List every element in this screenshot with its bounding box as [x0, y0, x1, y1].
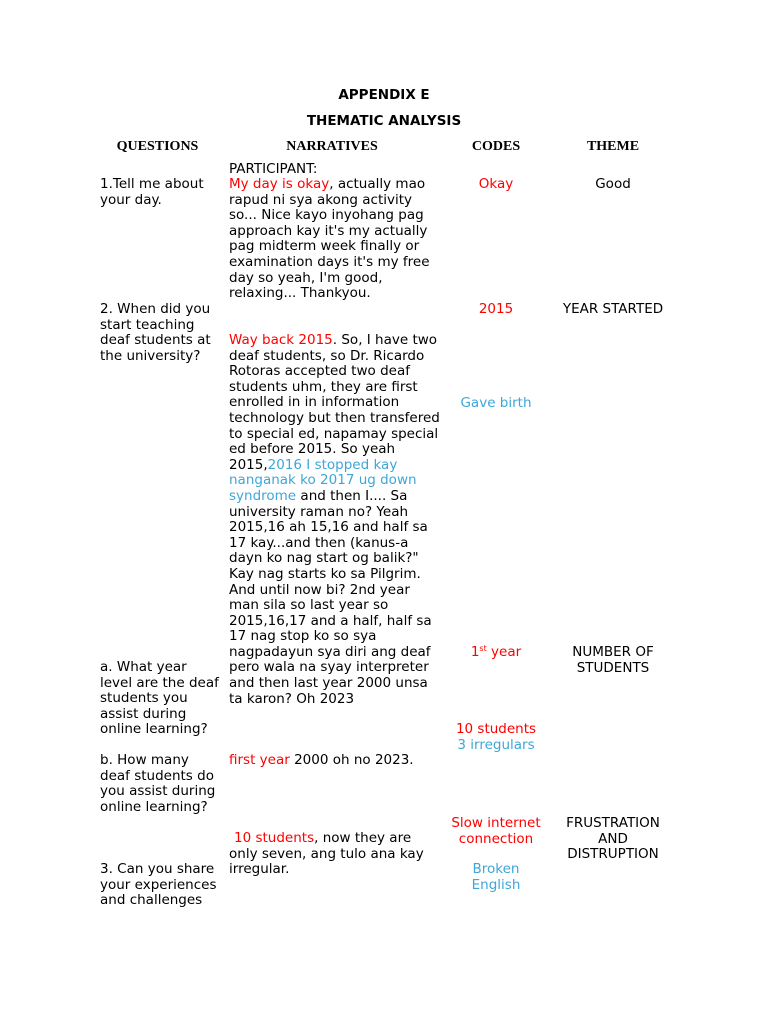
narrative-4-highlight: 10 students — [234, 830, 315, 846]
question-2: 2. When did you start teaching deaf students at the university? — [100, 301, 211, 364]
header-narratives: NARRATIVES — [286, 139, 378, 154]
theme-good: Good — [595, 176, 631, 192]
narrative-2-highlight: Way back 2015 — [229, 332, 333, 348]
code-first-year-suffix: st — [479, 644, 487, 653]
theme-year-started: YEAR STARTED — [562, 301, 664, 317]
question-1: 1.Tell me about your day. — [100, 176, 204, 208]
narrative-3-text: 2000 oh no 2023. — [289, 752, 414, 768]
code-okay: Okay — [478, 176, 514, 192]
analysis-title: THEMATIC ANALYSIS — [306, 113, 462, 129]
narrative-2 — [229, 333, 441, 707]
code-broken-english: Broken English — [471, 861, 521, 893]
narrative-1-highlight: My day is okay — [229, 176, 330, 192]
code-gave-birth: Gave birth — [460, 395, 532, 411]
header-theme: THEME — [586, 139, 640, 154]
header-questions: QUESTIONS — [116, 139, 199, 154]
narrative-2-text-b: and then I.... Sa university raman no? Yeah 2015,16 ah 15,16 and half sa 17 kay...and then (kanus-a dayn ko nag start og balik?" Kay nag starts ko sa Pilgrim. And until now bi? 2nd year man sila so last year so 2015,16,17 and a half, half sa 17 nag stop ko so sya nagpadayun sya diri ang deaf pero wala na syay interpreter and then last year 2000 unsa ta karon? Oh 2023 — [229, 487, 432, 707]
narrative-4 — [229, 831, 441, 878]
theme-frustration: FRUSTRATION AND DISTRUPTION — [566, 815, 660, 862]
header-codes: CODES — [471, 139, 521, 154]
narrative-4-text: , now they are only seven, ang tulo ana kay irregular. — [229, 830, 424, 878]
code-3-irregulars: 3 irregulars — [457, 737, 535, 753]
participant-label: PARTICIPANT: — [229, 161, 318, 177]
code-first-year-number: 1 — [470, 644, 480, 660]
question-2a: a. What year level are the deaf students you assist during online learning? — [100, 659, 219, 737]
code-10-students: 10 students — [455, 721, 537, 737]
appendix-title: APPENDIX E — [338, 87, 430, 103]
code-first-year — [443, 645, 549, 661]
narrative-2-text-a: . So, I have two deaf students, so Dr. Ricardo Rotoras accepted two deaf students uhm, they are first enrolled in in information technology but then transfered to special ed, napamay special ed before 2015. So yeah 2015, — [229, 332, 440, 473]
narrative-1 — [229, 177, 441, 302]
code-2015: 2015 — [478, 301, 514, 317]
narrative-3-highlight: first year — [229, 752, 290, 768]
theme-number-of-students: NUMBER OF STUDENTS — [572, 644, 654, 676]
code-first-year-text: year — [486, 644, 522, 660]
narrative-2-highlight-blue: 2016 I stopped kay nanganak ko 2017 ug down syndrome — [229, 456, 417, 504]
narrative-3 — [229, 753, 441, 769]
code-slow-internet: Slow internet connection — [451, 815, 541, 847]
narrative-1-text: , actually mao rapud ni sya akong activity so... Nice kayo inyohang pag approach kay it's my actually pag midterm week finally or examination days it's my free day so yeah, I'm good, relaxing... Thankyou. — [229, 176, 430, 302]
question-3: 3. Can you share your experiences and challenges — [100, 861, 217, 908]
question-2b: b. How many deaf students do you assist during online learning? — [100, 752, 216, 815]
